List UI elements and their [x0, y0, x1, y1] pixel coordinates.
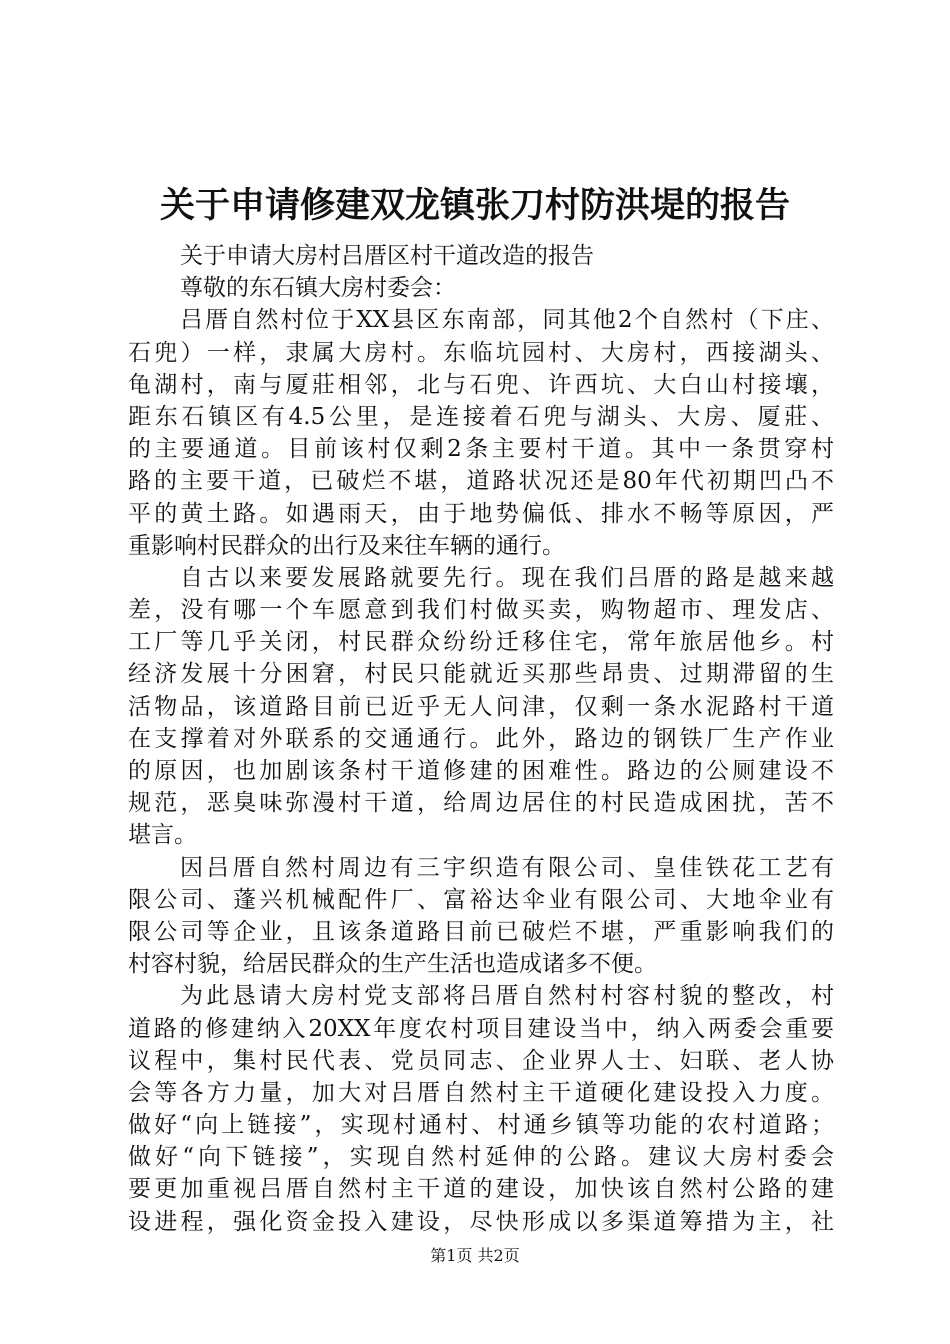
text-line: 平的黄土路。如遇雨天，由于地势偏低、排水不畅等原因，严	[128, 500, 834, 527]
text-line: 要更加重视吕厝自然村主干道的建设，加快该自然村公路的建	[128, 1176, 834, 1203]
text-line: 重影响村民群众的出行及来往车辆的通行。	[128, 532, 565, 559]
text-line: 会等各方力量，加大对吕厝自然村主干道硬化建设投入力度。	[128, 1079, 834, 1106]
text-line: 限公司等企业，且该条道路目前已破烂不堪，严重影响我们的	[128, 918, 834, 945]
text-line: 尊敬的东石镇大房村委会：	[180, 275, 456, 302]
text-line: 吕厝自然村位于XX县区东南部，同其他2个自然村（下庄、	[180, 307, 834, 334]
text-line: 做好“向下链接”，实现自然村延伸的公路。建议大房村委会	[128, 1144, 834, 1171]
text-line: 在支撑着对外联系的交通通行。此外，路边的钢铁厂生产作业	[128, 725, 834, 752]
text-line: 道路的修建纳入20XX年度农村项目建设当中，纳入两委会重要	[128, 1015, 834, 1042]
text-line: 自古以来要发展路就要先行。现在我们吕厝的路是越来越	[180, 564, 834, 591]
text-line: 差，没有哪一个车愿意到我们村做买卖，购物超市、理发店、	[128, 597, 834, 624]
text-line: 路的主要干道，已破烂不堪，道路状况还是80年代初期凹凸不	[128, 468, 834, 495]
text-line: 距东石镇区有4.5公里，是连接着石兜与湖头、大房、厦莊、	[128, 403, 834, 430]
text-line: 的主要通道。目前该村仅剩2条主要村干道。其中一条贯穿村	[128, 436, 834, 463]
text-line: 设进程，强化资金投入建设，尽快形成以多渠道筹措为主，社	[128, 1208, 834, 1235]
text-line: 限公司、蓬兴机械配件厂、富裕达伞业有限公司、大地伞业有	[128, 886, 834, 913]
text-line: 做好“向上链接”，实现村通村、村通乡镇等功能的农村道路；	[128, 1112, 834, 1139]
text-line: 因吕厝自然村周边有三宇织造有限公司、皇佳铁花工艺有	[180, 854, 834, 881]
text-line: 龟湖村，南与厦莊相邻，北与石兜、许西坑、大白山村接壤，	[128, 371, 834, 398]
text-line: 村容村貌，给居民群众的生产生活也造成诸多不便。	[128, 951, 657, 978]
text-line: 堪言。	[128, 822, 197, 849]
text-line: 规范，恶臭味弥漫村干道，给周边居住的村民造成困扰，苦不	[128, 790, 834, 817]
text-line: 工厂等几乎关闭，村民群众纷纷迁移住宅，常年旅居他乡。村	[128, 629, 834, 656]
document-body	[128, 240, 834, 1238]
text-line: 石兜）一样，隶属大房村。东临坑园村、大房村，西接湖头、	[128, 339, 834, 366]
text-line: 经济发展十分困窘，村民只能就近买那些昂贵、过期滞留的生	[128, 661, 834, 688]
document-title: 关于申请修建双龙镇张刀村防洪堤的报告	[159, 185, 790, 226]
text-line: 为此恳请大房村党支部将吕厝自然村村容村貌的整改，村	[180, 983, 834, 1010]
text-line: 关于申请大房村吕厝区村干道改造的报告	[180, 243, 594, 269]
text-line: 的原因，也加剧该条村干道修建的困难性。路边的公厕建设不	[128, 758, 834, 784]
text-line: 活物品，该道路目前已近乎无人问津，仅剩一条水泥路村干道	[128, 693, 834, 720]
text-line: 议程中，集村民代表、党员同志、企业界人士、妇联、老人协	[128, 1047, 834, 1074]
page-number-footer: 第1页 共2页	[430, 1246, 520, 1265]
